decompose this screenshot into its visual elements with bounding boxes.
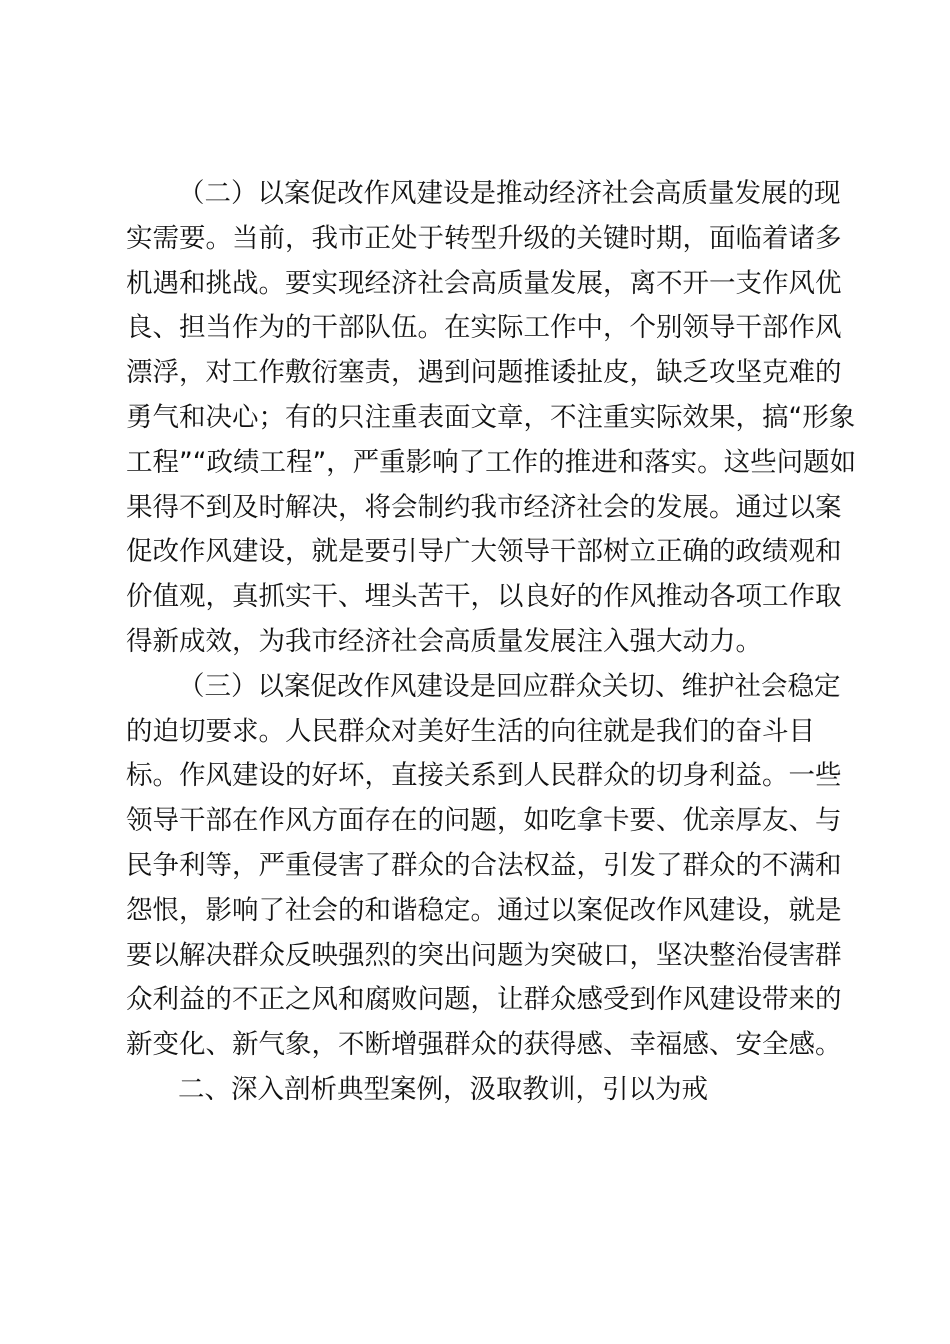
paragraph-line: （二）以案促改作风建设是推动经济社会高质量发展的现 — [178, 178, 841, 209]
paragraph-line: 怨恨，影响了社会的和谐稳定。通过以案促改作风建设，就是 — [126, 894, 842, 926]
paragraph-line: 的迫切要求。人民群众对美好生活的向往就是我们的奋斗目 — [126, 715, 815, 747]
paragraph-line: 得新成效，为我市经济社会高质量发展注入强大动力。 — [126, 625, 762, 657]
paragraph-line: 价值观，真抓实干、埋头苦干，以良好的作风推动各项工作取 — [126, 581, 842, 613]
section-heading: 二、深入剖析典型案例，汲取教训，引以为戒 — [178, 1073, 708, 1105]
paragraph-line: 标。作风建设的好坏，直接关系到人民群众的切身利益。一些 — [126, 760, 842, 792]
paragraph-line: 勇气和决心；有的只注重表面文章，不注重实际效果，搞“形象 — [126, 401, 856, 433]
paragraph-line: 众利益的不正之风和腐败问题，让群众感受到作风建设带来的 — [126, 984, 842, 1016]
paragraph-public-concerns — [126, 665, 842, 1068]
paragraph-line: 漂浮，对工作敷衍塞责，遇到问题推诿扯皮，缺乏攻坚克难的 — [126, 357, 842, 389]
paragraph-line: 民争利等，严重侵害了群众的合法权益，引发了群众的不满和 — [126, 849, 842, 881]
paragraph-line: 实需要。当前，我市正处于转型升级的关键时期，面临着诸多 — [126, 222, 842, 254]
paragraph-line: 要以解决群众反映强烈的突出问题为突破口，坚决整治侵害群 — [126, 939, 842, 971]
paragraph-line: 新变化、新气象，不断增强群众的获得感、幸福感、安全感。 — [126, 1029, 842, 1061]
paragraph-line: 促改作风建设，就是要引导广大领导干部树立正确的政绩观和 — [126, 536, 842, 568]
document-body — [126, 172, 857, 1113]
paragraph-line: 领导干部在作风方面存在的问题，如吃拿卡要、优亲厚友、与 — [126, 805, 842, 837]
paragraph-line: （三）以案促改作风建设是回应群众关切、维护社会稳定 — [178, 670, 841, 702]
paragraph-line: 机遇和挑战。要实现经济社会高质量发展，离不开一支作风优 — [126, 267, 842, 299]
paragraph-line: 良、担当作为的干部队伍。在实际工作中，个别领导干部作风 — [126, 312, 842, 344]
paragraph-economic-development — [126, 172, 857, 665]
paragraph-line: 果得不到及时解决，将会制约我市经济社会的发展。通过以案 — [126, 491, 842, 523]
paragraph-line: 工程”“政绩工程”，严重影响了工作的推进和落实。这些问题如 — [126, 446, 857, 478]
